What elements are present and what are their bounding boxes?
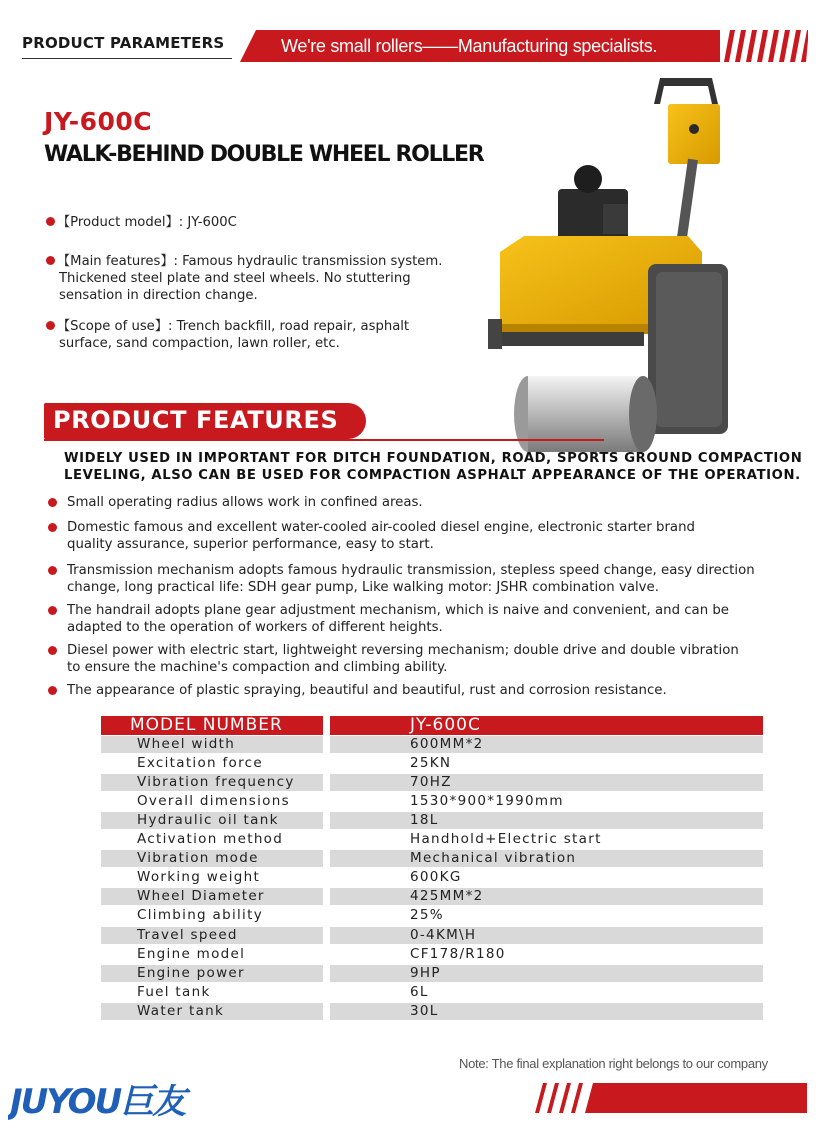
spec-value: CF178/R180 (410, 945, 506, 962)
intro-scope-of-use (46, 318, 486, 352)
table-row (101, 945, 763, 964)
table-row (101, 983, 763, 1002)
table-row (101, 964, 763, 983)
table-row (101, 830, 763, 849)
spec-value: 0-4KM\H (330, 927, 763, 944)
spec-value: 9HP (330, 965, 763, 982)
table-row (101, 887, 763, 906)
roller-product-image (488, 74, 738, 454)
intro-product-model (46, 214, 486, 231)
spec-value: 600KG (410, 869, 462, 886)
bullet-dot-icon (48, 566, 57, 575)
spec-table (101, 716, 763, 1021)
feature-line: The appearance of plastic spraying, beautiful and beautiful, rust and corrosion resistance. (67, 683, 667, 698)
spec-value: 1530*900*1990mm (410, 793, 564, 810)
intro-scope-line: surface, sand compaction, lawn roller, etc. (59, 336, 340, 351)
bullet-dot-icon (48, 606, 57, 615)
table-row (101, 868, 763, 887)
spec-value: 30L (330, 1003, 763, 1020)
feature-line: The handrail adopts plane gear adjustment mechanism, which is naive and convenient, and can be (67, 603, 729, 618)
spec-label: Wheel width (101, 736, 323, 753)
spec-label: Working weight (137, 869, 261, 886)
footer-stripes-decoration (535, 1083, 807, 1113)
spec-label: Excitation force (137, 755, 263, 772)
spec-table-header (101, 716, 763, 735)
feature-line: to ensure the machine's compaction and climbing ability. (67, 660, 448, 675)
spec-label: Fuel tank (137, 983, 211, 1000)
feature-item (48, 519, 818, 553)
bullet-dot-icon (46, 256, 55, 265)
section-label-underline (22, 58, 232, 59)
header-stripes-decoration (724, 30, 808, 62)
feature-item (48, 494, 818, 511)
spec-value: 6L (410, 983, 429, 1000)
spec-label: Engine model (137, 945, 246, 962)
spec-label: Travel speed (101, 927, 323, 944)
bullet-dot-icon (48, 523, 57, 532)
feature-line: Diesel power with electric start, lightweight reversing mechanism; double drive and double vibration (67, 643, 739, 658)
feature-item (48, 602, 818, 636)
spec-value: Handhold+Electric start (410, 831, 602, 848)
bullet-dot-icon (48, 646, 57, 655)
spec-label: Water tank (101, 1003, 323, 1020)
spec-label: Engine power (101, 965, 323, 982)
spec-value: Mechanical vibration (330, 850, 763, 867)
intro-features-line: 【Main features】: Famous hydraulic transmission system. (57, 254, 443, 269)
feature-item (48, 682, 818, 699)
feature-line: quality assurance, superior performance, easy to start. (67, 537, 434, 552)
feature-item (48, 562, 818, 596)
spec-header-value: JY-600C (330, 716, 763, 735)
feature-line: Transmission mechanism adopts famous hydraulic transmission, stepless speed change, easy direction (67, 563, 755, 578)
svg-text:JUYOU巨友: JUYOU巨友 (10, 1082, 185, 1120)
model-title: JY-600C (44, 107, 153, 136)
features-headline (64, 450, 804, 484)
spec-label: Hydraulic oil tank (101, 812, 323, 829)
intro-features-line: Thickened steel plate and steel wheels. No stuttering (59, 271, 411, 286)
feature-item (48, 642, 818, 676)
spec-label: Overall dimensions (137, 793, 290, 810)
spec-label: Vibration mode (101, 850, 323, 867)
features-headline-line: LEVELING, ALSO CAN BE USED FOR COMPACTION ASPHALT APPEARANCE OF THE OPERATION. (64, 468, 801, 483)
feature-line: Domestic famous and excellent water-cooled air-cooled diesel engine, electronic starter brand (67, 520, 695, 535)
spec-value: 600MM*2 (330, 736, 763, 753)
bullet-dot-icon (48, 686, 57, 695)
juyou-logo-icon (8, 1080, 238, 1120)
bullet-dot-icon (46, 321, 55, 330)
bullet-dot-icon (46, 217, 55, 226)
table-row (101, 811, 763, 830)
spec-value: 18L (330, 812, 763, 829)
product-title: WALK-BEHIND DOUBLE WHEEL ROLLER (44, 142, 484, 167)
intro-model-text: 【Product model】: JY-600C (57, 215, 237, 230)
slogan-text: We're small rollers——Manufacturing specialists. (281, 36, 658, 56)
feature-line: change, long practical life: SDH gear pump, Like walking motor: JSHR combination valve. (67, 580, 659, 595)
spec-header-label: MODEL NUMBER (101, 716, 323, 735)
table-row (101, 792, 763, 811)
spec-value: 425MM*2 (330, 888, 763, 905)
footer-note: Note: The final explanation right belongs to our company (459, 1056, 768, 1071)
intro-main-features (46, 253, 486, 304)
spec-label: Activation method (137, 831, 284, 848)
table-row (101, 926, 763, 945)
spec-value: 25KN (410, 755, 452, 772)
spec-value: 70HZ (330, 774, 763, 791)
spec-label: Wheel Diameter (101, 888, 323, 905)
spec-label: Vibration frequency (101, 774, 323, 791)
bullet-dot-icon (48, 498, 57, 507)
table-row (101, 849, 763, 868)
feature-line: Small operating radius allows work in confined areas. (67, 495, 423, 510)
table-row (101, 1002, 763, 1021)
feature-line: adapted to the operation of workers of different heights. (67, 620, 443, 635)
table-row (101, 735, 763, 754)
section-label: PRODUCT PARAMETERS (22, 34, 225, 52)
table-row (101, 754, 763, 773)
table-row (101, 906, 763, 925)
intro-features-line: sensation in direction change. (59, 288, 258, 303)
spec-value: 25% (410, 907, 444, 924)
product-features-title: PRODUCT FEATURES (53, 406, 339, 434)
spec-label: Climbing ability (137, 907, 263, 924)
features-headline-line: WIDELY USED IN IMPORTANT FOR DITCH FOUNDATION, ROAD, SPORTS GROUND COMPACTION (64, 451, 803, 466)
table-row (101, 773, 763, 792)
intro-scope-line: 【Scope of use】: Trench backfill, road repair, asphalt (57, 319, 410, 334)
